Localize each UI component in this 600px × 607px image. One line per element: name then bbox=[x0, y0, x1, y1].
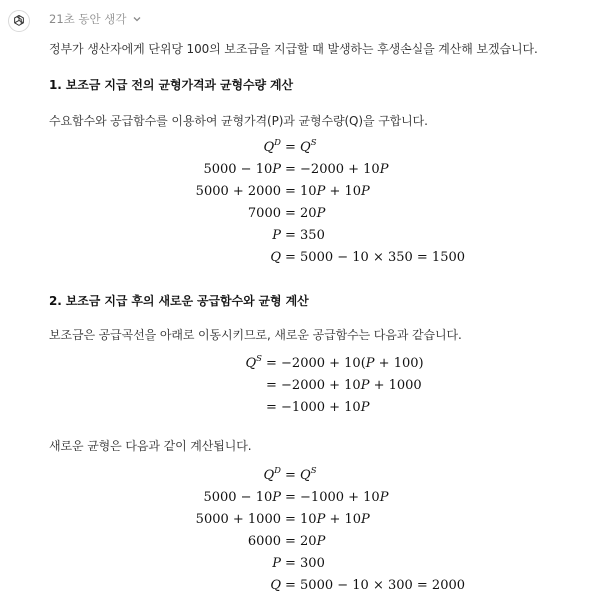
equation-lhs: 7000 bbox=[247, 206, 281, 221]
equation-row bbox=[0, 138, 600, 158]
chevron-down-icon bbox=[132, 14, 142, 24]
equation-rhs: = 350 bbox=[285, 228, 325, 243]
equation-row bbox=[0, 226, 600, 246]
equation-lhs: 6000 bbox=[247, 534, 281, 549]
equation-rhs: = −2000 + 10(P + 100) bbox=[266, 356, 424, 371]
equation-lhs: $Q^D$ bbox=[263, 138, 281, 155]
equation-rhs: = −2000 + 10P bbox=[285, 162, 389, 177]
equation-lhs: $Q^D$ bbox=[263, 466, 281, 483]
equation-row bbox=[0, 376, 600, 396]
equation-lhs: 5000 − 10P bbox=[203, 490, 281, 505]
equation-rhs: = 300 bbox=[285, 556, 325, 571]
equation-rhs: = −1000 + 10P bbox=[266, 400, 370, 415]
equation-lhs: 5000 − 10P bbox=[203, 162, 281, 177]
equation-lhs: 5000 + 2000 bbox=[195, 184, 281, 199]
equation-row bbox=[0, 554, 600, 574]
equation-row bbox=[0, 354, 600, 374]
assistant-avatar bbox=[8, 10, 30, 32]
equation-rhs: = 10P + 10P bbox=[285, 512, 370, 527]
equation-rhs: = 5000 − 10 × 300 = 2000 bbox=[285, 578, 466, 593]
openai-logo-icon bbox=[12, 14, 26, 28]
equation-row bbox=[0, 398, 600, 418]
equation-lhs: $Q^S$ bbox=[245, 354, 262, 371]
equation-rhs: = 20P bbox=[285, 534, 326, 549]
section2-heading: 2. 보조금 지급 후의 새로운 공급함수와 균형 계산 bbox=[49, 294, 309, 308]
equation-row bbox=[0, 182, 600, 202]
equation-rhs: = 10P + 10P bbox=[285, 184, 370, 199]
equation-row bbox=[0, 532, 600, 552]
equation-rhs: = 20P bbox=[285, 206, 326, 221]
equation-rhs: = $Q^S$ bbox=[285, 138, 317, 155]
section1-paragraph: 수요함수와 공급함수를 이용하여 균형가격(P)과 균형수량(Q)을 구합니다. bbox=[49, 114, 428, 128]
thought-toggle[interactable] bbox=[49, 10, 142, 28]
equation-rhs: = 5000 − 10 × 350 = 1500 bbox=[285, 250, 466, 265]
equation-rhs: = −1000 + 10P bbox=[285, 490, 389, 505]
section2-paragraph: 보조금은 공급곡선을 아래로 이동시키므로, 새로운 공급함수는 다음과 같습니다. bbox=[49, 328, 462, 342]
equation-row bbox=[0, 204, 600, 224]
section2-paragraph-2: 새로운 균형은 다음과 같이 계산됩니다. bbox=[49, 439, 252, 453]
equation-row bbox=[0, 510, 600, 530]
section1-heading: 1. 보조금 지급 전의 균형가격과 균형수량 계산 bbox=[49, 78, 294, 92]
equation-rhs: = −2000 + 10P + 1000 bbox=[266, 378, 422, 393]
equation-row bbox=[0, 160, 600, 180]
equation-row bbox=[0, 248, 600, 268]
thought-label: 21초 동안 생각 bbox=[49, 12, 127, 26]
equation-row bbox=[0, 576, 600, 596]
equation-lhs: Q bbox=[270, 578, 281, 593]
equation-lhs: Q bbox=[270, 250, 281, 265]
equation-row bbox=[0, 466, 600, 486]
intro-paragraph: 정부가 생산자에게 단위당 100의 보조금을 지급할 때 발생하는 후생손실을 계산해 보겠습니다. bbox=[49, 42, 538, 56]
equation-lhs: P bbox=[272, 556, 281, 571]
equation-lhs: 5000 + 1000 bbox=[195, 512, 281, 527]
equation-row bbox=[0, 488, 600, 508]
equation-lhs: P bbox=[272, 228, 281, 243]
equation-rhs: = $Q^S$ bbox=[285, 466, 317, 483]
